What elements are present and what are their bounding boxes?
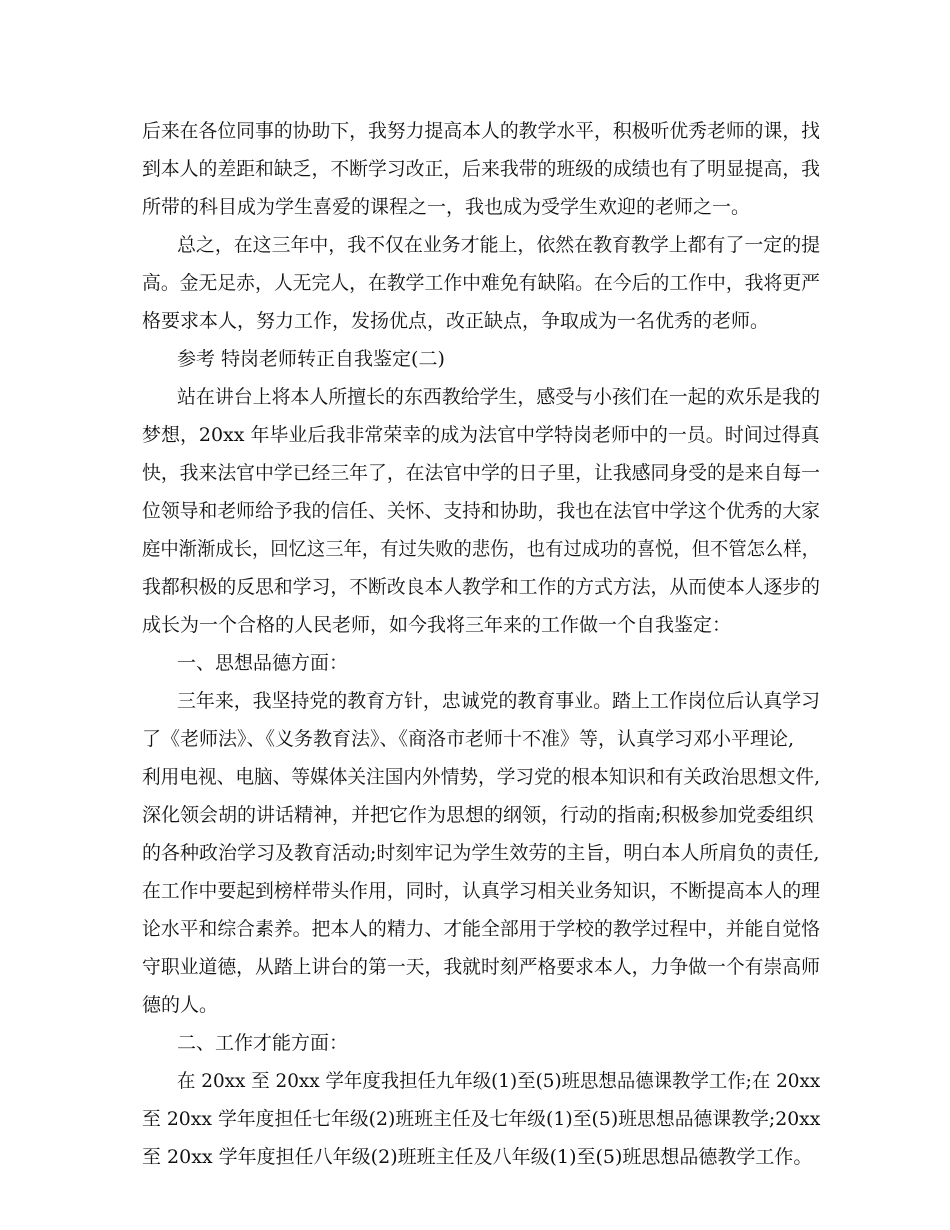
- text-line: 后来在各位同事的协助下，我努力提高本人的教学水平，积极听优秀老师的课，找: [142, 120, 820, 142]
- text-line: 三年来，我坚持党的教育方针，忠诚党的教育事业。踏上工作岗位后认真学习: [177, 690, 821, 712]
- section-heading: 一、思想品德方面：: [177, 652, 349, 674]
- text-line: 到本人的差距和缺乏，不断学习改正，后来我带的班级的成绩也有了明显提高，我: [142, 158, 820, 180]
- text-line: 快，我来法官中学已经三年了，在法官中学的日子里，让我感同身受的是来自每一: [142, 462, 820, 484]
- text-line: 守职业道德，从踏上讲台的第一天，我就时刻严格要求本人，力争做一个有崇高师: [142, 956, 820, 978]
- text-line: 高。金无足赤，人无完人，在教学工作中难免有缺陷。在今后的工作中，我将更严: [142, 272, 820, 294]
- text-line: 至 20xx 学年度担任七年级(2)班班主任及七年级(1)至(5)班思想品德课教学;20xx: [142, 1108, 821, 1130]
- text-line: 德的人。: [142, 994, 219, 1016]
- text-line: 我都积极的反思和学习，不断改良本人教学和工作的方式方法，从而使本人逐步的: [142, 576, 820, 598]
- text-line: 梦想，20xx 年毕业后我非常荣幸的成为法官中学特岗老师中的一员。时间过得真: [142, 424, 820, 446]
- text-line: 总之，在这三年中，我不仅在业务才能上，依然在教育教学上都有了一定的提: [177, 234, 821, 256]
- text-line: 在工作中要起到榜样带头作用，同时，认真学习相关业务知识，不断提高本人的理: [142, 880, 820, 902]
- text-line: 利用电视、电脑、等媒体关注国内外情势，学习党的根本知识和有关政治思想文件,: [142, 766, 821, 788]
- text-line: 庭中渐渐成长，回忆这三年，有过失败的悲伤，也有过成功的喜悦，但不管怎么样，: [142, 538, 820, 560]
- text-line: 的各种政治学习及教育活动;时刻牢记为学生效劳的主旨，明白本人所肩负的责任,: [142, 842, 820, 864]
- text-line: 了《老师法》、《义务教育法》、《商洛市老师十不准》等，认真学习邓小平理论,: [142, 728, 795, 750]
- section-heading: 参考 特岗老师转正自我鉴定(二): [177, 348, 445, 370]
- text-line: 所带的科目成为学生喜爱的课程之一，我也成为受学生欢迎的老师之一。: [142, 196, 751, 218]
- text-line: 深化领会胡的讲话精神，并把它作为思想的纲领，行动的指南;积极参加党委组织: [142, 804, 814, 826]
- text-line: 至 20xx 学年度担任八年级(2)班班主任及八年级(1)至(5)班思想品德教学工作。: [142, 1146, 813, 1168]
- text-line: 位领导和老师给予我的信任、关怀、支持和协助，我也在法官中学这个优秀的大家: [142, 500, 820, 522]
- text-line: 论水平和综合素养。把本人的精力、才能全部用于学校的教学过程中，并能自觉恪: [142, 918, 820, 940]
- text-line: 在 20xx 至 20xx 学年度我担任九年级(1)至(5)班思想品德课教学工作;在 20xx: [177, 1070, 821, 1092]
- text-line: 成长为一个合格的人民老师，如今我将三年来的工作做一个自我鉴定：: [142, 614, 732, 636]
- text-line: 格要求本人，努力工作，发扬优点，改正缺点，争取成为一名优秀的老师。: [142, 310, 770, 332]
- section-heading: 二、工作才能方面：: [177, 1032, 349, 1054]
- text-line: 站在讲台上将本人所擅长的东西教给学生，感受与小孩们在一起的欢乐是我的: [177, 386, 821, 408]
